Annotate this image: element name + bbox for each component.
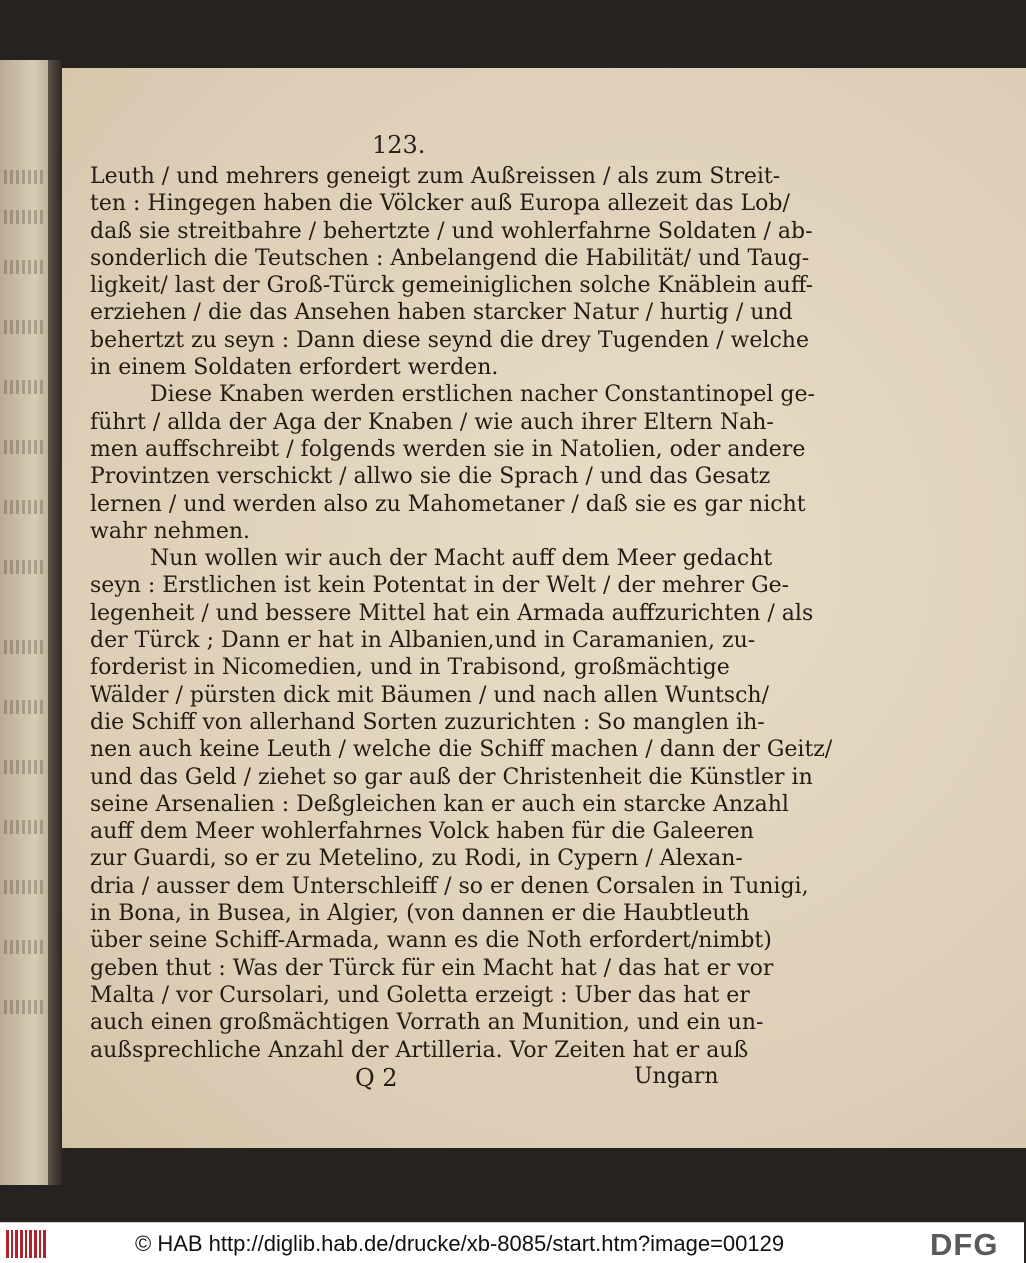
- text-line: führt / allda der Aga der Knaben / wie auch ihrer Eltern Nah-: [90, 409, 774, 435]
- bleed-through-mark: [4, 440, 44, 454]
- text-line: dria / ausser dem Unterschleiff / so er denen Corsalen in Tunigi,: [90, 873, 809, 899]
- text-line: seyn : Erstlichen ist kein Potentat in der Welt / der mehrer Ge-: [90, 573, 790, 599]
- text-line: daß sie streitbahre / behertzte / und wohlerfahrne Soldaten / ab-: [90, 218, 813, 244]
- text-line: Leuth / und mehrers geneigt zum Außreissen / als zum Streit-: [90, 164, 781, 189]
- bleed-through-mark: [4, 210, 44, 224]
- text-line: Nun wollen wir auch der Macht auff dem Meer gedacht: [150, 546, 773, 572]
- bleed-through-mark: [4, 640, 44, 654]
- text-line: sonderlich die Teutschen : Anbelangend die Habilität/ und Taug-: [90, 245, 810, 271]
- text-line: die Schiff von allerhand Sorten zuzurichten : So manglen ih-: [90, 709, 765, 735]
- page-number: 123.: [372, 131, 426, 159]
- catchword: Ungarn: [634, 1064, 719, 1089]
- bleed-through-mark: [4, 260, 44, 274]
- copyright-url[interactable]: © HAB http://diglib.hab.de/drucke/xb-8085/start.htm?image=00129: [135, 1231, 785, 1256]
- bleed-through-mark: [4, 170, 44, 184]
- page-gutter: [48, 60, 62, 1185]
- hab-logo-icon: [6, 1230, 46, 1258]
- text-line: auff dem Meer wohlerfahrnes Volck haben für die Galeeren: [90, 819, 754, 845]
- bleed-through-mark: [4, 940, 44, 954]
- signature-mark: Q 2: [355, 1064, 398, 1092]
- bleed-through-mark: [4, 700, 44, 714]
- bleed-through-mark: [4, 320, 44, 334]
- text-line: in einem Soldaten erfordert werden.: [90, 355, 499, 381]
- footer-bar: [0, 1222, 1024, 1263]
- bleed-through-mark: [4, 880, 44, 894]
- text-line: geben thut : Was der Türck für ein Macht hat / das hat er vor: [90, 955, 774, 981]
- bleed-through-mark: [4, 760, 44, 774]
- text-line: über seine Schiff-Armada, wann es die Noth erfordert/nimbt): [90, 928, 772, 954]
- text-line: erziehen / die das Ansehen haben starcker Natur / hurtig / und: [90, 300, 793, 326]
- text-line: men auffschreibt / folgends werden sie in Natolien, oder andere: [90, 436, 806, 462]
- text-line: legenheit / und bessere Mittel hat ein Armada auffzurichten / als: [90, 600, 814, 626]
- text-line: wahr nehmen.: [90, 518, 251, 544]
- text-line: und das Geld / ziehet so gar auß der Christenheit die Künstler in: [90, 764, 813, 790]
- bleed-through-mark: [4, 380, 44, 394]
- bleed-through-mark: [4, 560, 44, 574]
- dfg-logo: DFG: [930, 1227, 999, 1262]
- bleed-through-mark: [4, 1000, 44, 1014]
- text-line: behertzt zu seyn : Dann diese seynd die drey Tugenden / welche: [90, 327, 809, 353]
- text-line: Malta / vor Cursolari, und Goletta erzeigt : Uber das hat er: [90, 982, 750, 1008]
- text-line: auch einen großmächtigen Vorrath an Munition, und ein un-: [90, 1010, 764, 1036]
- text-line: Provintzen verschickt / allwo sie die Sprach / und das Gesatz: [90, 464, 771, 490]
- text-line: Diese Knaben werden erstlichen nacher Constantinopel ge-: [150, 382, 815, 408]
- text-line: seine Arsenalien : Deßgleichen kan er auch ein starcke Anzahl: [90, 791, 789, 817]
- text-line: Wälder / pürsten dick mit Bäumen / und nach allen Wuntsch/: [90, 682, 769, 708]
- text-line: lernen / und werden also zu Mahometaner / daß sie es gar nicht: [90, 491, 806, 517]
- text-line: ten : Hingegen haben die Völcker auß Europa allezeit das Lob/: [90, 191, 790, 217]
- bleed-through-mark: [4, 500, 44, 514]
- text-line: außsprechliche Anzahl der Artilleria. Vor Zeiten hat er auß: [90, 1037, 749, 1063]
- text-line: ligkeit/ last der Groß-Türck gemeiniglichen solche Knäblein auff-: [90, 273, 814, 299]
- text-line: forderist in Nicomedien, und in Trabisond, großmächtige: [90, 655, 730, 681]
- text-line: der Türck ; Dann er hat in Albanien,und in Caramanien, zu-: [90, 628, 756, 654]
- text-line: in Bona, in Busea, in Algier, (von dannen er die Haubtleuth: [90, 901, 750, 927]
- text-line: nen auch keine Leuth / welche die Schiff machen / dann der Geitz/: [90, 737, 833, 763]
- body-text: [90, 163, 833, 1064]
- text-line: zur Guardi, so er zu Metelino, zu Rodi, in Cypern / Alexan-: [90, 846, 743, 872]
- bleed-through-mark: [4, 820, 44, 834]
